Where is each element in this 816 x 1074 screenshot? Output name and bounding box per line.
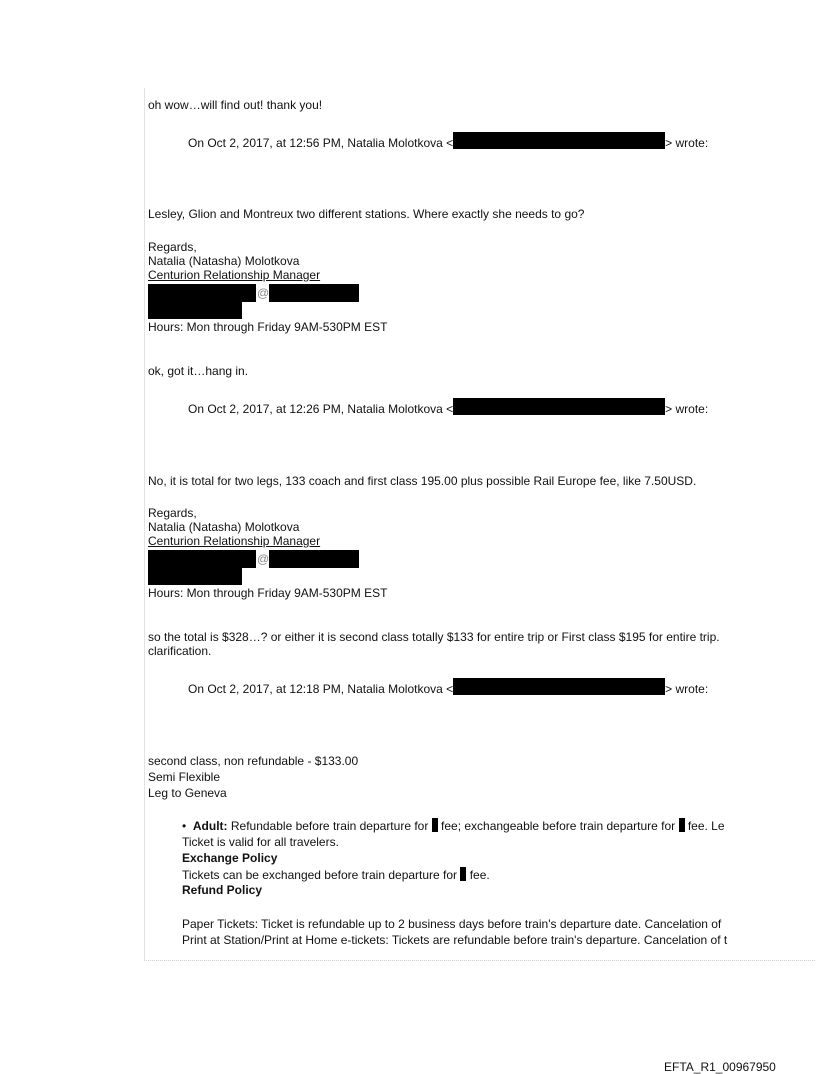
quote-header-prefix: On Oct 2, 2017, at 12:26 PM, Natalia Molotkova < (188, 402, 454, 416)
redaction-box (453, 132, 665, 149)
reply-text-3: so the total is $328…? or either it is second class totally $133 for entire trip or First class $195 for entire trip. (148, 630, 720, 644)
redaction-box (453, 678, 665, 695)
exchange-policy-heading (182, 851, 277, 865)
signature-regards: Regards, (148, 506, 197, 520)
document-id: EFTA_R1_00967950 (664, 1060, 776, 1074)
adult-text: Refundable before train departure for (227, 819, 432, 833)
signature-name: Natalia (Natasha) Molotkova (148, 520, 300, 534)
signature-at: @ (257, 552, 270, 566)
signature-hours: Hours: Mon through Friday 9AM-530PM EST (148, 586, 388, 600)
ticket-valid-text: Ticket is valid for all travelers. (182, 835, 339, 849)
quote-header-suffix: > wrote: (665, 136, 709, 150)
quote-header-prefix: On Oct 2, 2017, at 12:56 PM, Natalia Molotkova < (188, 136, 454, 150)
fare-line-3: Leg to Geneva (148, 786, 227, 800)
quote-header-2 (188, 398, 708, 416)
redaction-box (453, 398, 665, 415)
adult-label: Adult: (192, 819, 228, 833)
quote-header-suffix: > wrote: (665, 682, 709, 696)
bullet-icon: • (182, 819, 187, 833)
reply-text-1: oh wow…will find out! thank you! (148, 98, 323, 112)
message-body-1: Lesley, Glion and Montreux two different stations. Where exactly she needs to go? (148, 207, 585, 221)
signature-hours: Hours: Mon through Friday 9AM-530PM EST (148, 320, 388, 334)
quote-header-suffix: > wrote: (665, 402, 709, 416)
adult-policy-line (182, 818, 725, 833)
signature-regards: Regards, (148, 240, 197, 254)
redaction-box (148, 302, 242, 319)
exchange-text: fee. (466, 868, 490, 882)
quote-header-3 (188, 678, 708, 696)
redaction-box (148, 284, 256, 302)
adult-text: fee; exchangeable before train departure for (437, 819, 679, 833)
exchange-heading-text: Exchange Policy (182, 851, 278, 865)
exchange-policy-text (182, 867, 490, 882)
redaction-box (148, 550, 256, 568)
signature-title: Centurion Relationship Manager (148, 268, 321, 282)
print-tickets-text: Print at Station/Print at Home e-tickets: Tickets are refundable before train's departure. Cancelation of t (182, 933, 728, 947)
fare-line-2: Semi Flexible (148, 770, 221, 784)
quote-header-prefix: On Oct 2, 2017, at 12:18 PM, Natalia Molotkova < (188, 682, 454, 696)
adult-text: fee. Le (684, 819, 725, 833)
signature-title: Centurion Relationship Manager (148, 534, 321, 548)
signature-name: Natalia (Natasha) Molotkova (148, 254, 300, 268)
redaction-box (269, 550, 359, 568)
fare-line-1: second class, non refundable - $133.00 (148, 754, 359, 768)
exchange-text: Tickets can be exchanged before train departure for (182, 868, 461, 882)
redaction-box (148, 568, 242, 585)
email-thread (144, 88, 816, 961)
reply-text-2: ok, got it…hang in. (148, 364, 249, 378)
refund-policy-heading (182, 883, 262, 897)
reply-text-3-cont: clarification. (148, 644, 212, 658)
quote-header-1 (188, 132, 708, 150)
signature-at: @ (257, 286, 270, 300)
redaction-box (269, 284, 359, 302)
message-body-2: No, it is total for two legs, 133 coach and first class 195.00 plus possible Rail Europe fee, like 7.50USD. (148, 474, 697, 488)
refund-heading-text: Refund Policy (182, 883, 263, 897)
paper-tickets-text: Paper Tickets: Ticket is refundable up to 2 business days before train's departure date. Cancelation of (182, 917, 722, 931)
